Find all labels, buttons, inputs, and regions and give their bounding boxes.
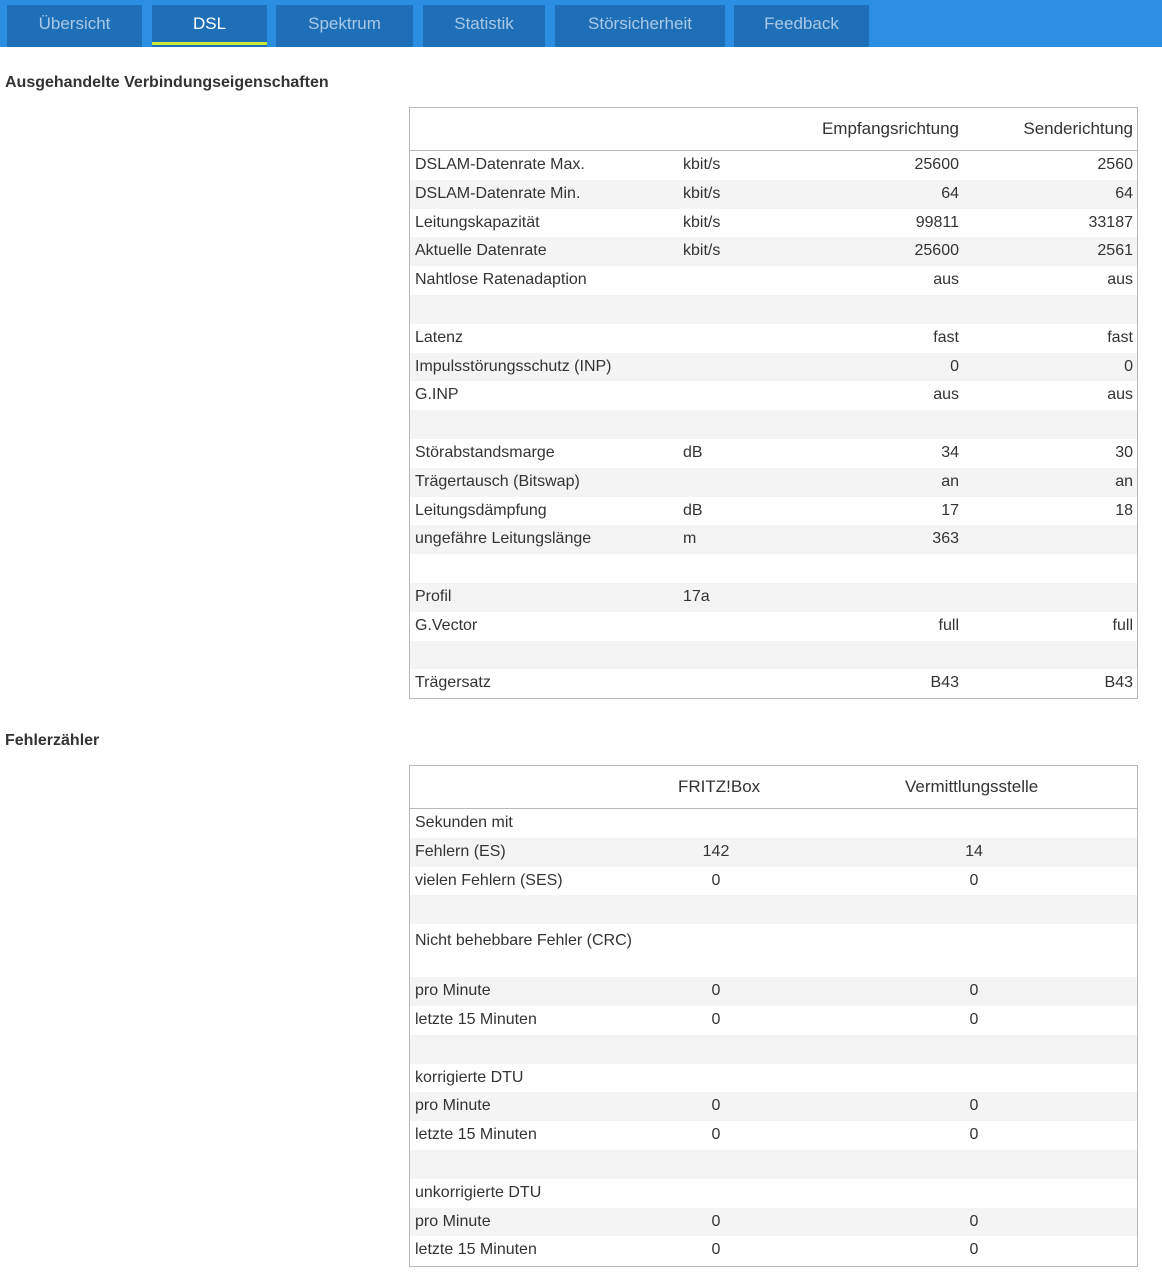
value-tx: 2561 xyxy=(1097,242,1133,260)
value-tx: full xyxy=(1112,616,1133,634)
table-row xyxy=(410,1092,1137,1121)
tab-label: Spektrum xyxy=(308,14,381,33)
value-exchange: 0 xyxy=(969,1097,979,1115)
tab-dsl[interactable] xyxy=(152,5,267,47)
table-row xyxy=(410,924,1137,977)
row-label: pro Minute xyxy=(415,1097,491,1115)
table-row xyxy=(410,353,1137,382)
table-row xyxy=(410,1121,1137,1150)
row-label: DSLAM-Datenrate Max. xyxy=(415,156,585,173)
row-label: G.Vector xyxy=(415,616,478,634)
tab-feedback[interactable] xyxy=(734,5,869,47)
table-row xyxy=(410,1208,1137,1237)
value-exchange: 0 xyxy=(969,1126,979,1144)
value-fritzbox: 142 xyxy=(702,842,730,860)
row-label: pro Minute xyxy=(415,982,491,1000)
tab-spektrum[interactable] xyxy=(276,5,413,47)
active-tab-indicator xyxy=(152,42,267,45)
table-row xyxy=(410,838,1137,867)
value-fritzbox: 0 xyxy=(711,982,721,1000)
row-label: Leitungskapazität xyxy=(415,213,540,231)
connection-section-title: Ausgehandelte Verbindungseigenschaften xyxy=(5,74,329,91)
row-label: korrigierte DTU xyxy=(415,1068,524,1086)
value-tx: 0 xyxy=(1124,357,1133,375)
value-rx: aus xyxy=(933,271,959,289)
row-label: Impulsstörungsschutz (INP) xyxy=(415,357,612,375)
row-label: Trägertausch (Bitswap) xyxy=(415,472,580,490)
tab-label: Statistik xyxy=(454,14,514,33)
header-exchange: Vermittlungsstelle xyxy=(905,777,1039,796)
table-header xyxy=(410,108,1137,151)
value-tx: 2560 xyxy=(1097,156,1133,173)
table-row xyxy=(410,266,1137,295)
error-counter-table xyxy=(409,765,1138,1267)
value-tx: aus xyxy=(1107,271,1133,289)
row-label: letzte 15 Minuten xyxy=(415,1241,537,1259)
value-rx: full xyxy=(938,616,959,634)
table-header xyxy=(410,766,1137,809)
row-label: Aktuelle Datenrate xyxy=(415,242,547,260)
table-row xyxy=(410,439,1137,468)
connection-properties-table xyxy=(409,107,1138,699)
header-rx: Empfangsrichtung xyxy=(821,119,959,138)
value-exchange: 0 xyxy=(969,982,979,1000)
tab-statistik[interactable] xyxy=(423,5,545,47)
table-row xyxy=(410,1150,1137,1179)
value-rx: 17 xyxy=(941,501,959,519)
tab-label: Übersicht xyxy=(38,14,111,33)
value-tx: aus xyxy=(1107,386,1133,404)
row-label: Fehlern (ES) xyxy=(415,842,506,860)
row-label: vielen Fehlern (SES) xyxy=(415,871,563,889)
table-row xyxy=(410,669,1137,698)
table-row xyxy=(410,1035,1137,1064)
table-row xyxy=(410,151,1137,180)
table-body xyxy=(410,809,1137,1265)
value-tx: B43 xyxy=(1104,674,1133,692)
row-label: Nicht behebbare Fehler (CRC) xyxy=(415,932,632,950)
row-unit: dB xyxy=(683,501,703,519)
table-row xyxy=(410,641,1137,670)
table-row xyxy=(410,497,1137,526)
table-row xyxy=(410,410,1137,439)
value-rx: 0 xyxy=(950,357,959,375)
row-unit: kbit/s xyxy=(683,184,721,202)
table-row xyxy=(410,525,1137,554)
value-tx: fast xyxy=(1107,328,1133,346)
table-row xyxy=(410,180,1137,209)
value-fritzbox: 0 xyxy=(711,1126,721,1144)
value-rx: 34 xyxy=(941,443,959,461)
value-exchange: 0 xyxy=(969,1212,979,1230)
tab-stoersicherheit[interactable] xyxy=(555,5,725,47)
row-label: Latenz xyxy=(415,328,464,346)
row-unit: 17a xyxy=(683,587,710,605)
table-row xyxy=(410,895,1137,924)
table-row xyxy=(410,295,1137,324)
table-row xyxy=(410,1064,1137,1093)
value-tx: an xyxy=(1115,472,1133,490)
table-body xyxy=(410,151,1137,698)
value-fritzbox: 0 xyxy=(711,1212,721,1230)
header-fritzbox: FRITZ!Box xyxy=(678,777,761,796)
table-row xyxy=(410,867,1137,896)
table-row xyxy=(410,324,1137,353)
value-rx: 64 xyxy=(941,184,959,202)
table-row xyxy=(410,809,1137,838)
table-row xyxy=(410,1236,1137,1265)
row-label: ungefähre Leitungslänge xyxy=(415,530,592,548)
row-label: Nahtlose Ratenadaption xyxy=(415,271,587,289)
row-label: letzte 15 Minuten xyxy=(415,1126,537,1144)
value-rx: 363 xyxy=(932,530,959,548)
value-exchange: 0 xyxy=(969,1010,979,1028)
value-rx: B43 xyxy=(930,674,959,692)
row-unit: kbit/s xyxy=(683,213,721,231)
value-tx: 33187 xyxy=(1088,213,1133,231)
table-row xyxy=(410,554,1137,583)
row-label: Leitungsdämpfung xyxy=(415,501,547,519)
table-row xyxy=(410,468,1137,497)
value-rx: aus xyxy=(933,386,959,404)
value-fritzbox: 0 xyxy=(711,1097,721,1115)
header-tx: Senderichtung xyxy=(1023,119,1133,138)
row-label: Trägersatz xyxy=(415,674,491,692)
value-fritzbox: 0 xyxy=(711,871,721,889)
tab-label: Feedback xyxy=(764,14,839,33)
row-unit: m xyxy=(683,530,697,548)
row-label: pro Minute xyxy=(415,1212,491,1230)
row-label: Sekunden mit xyxy=(415,814,513,831)
tab-bar xyxy=(0,0,1162,47)
value-exchange: 0 xyxy=(969,1241,979,1259)
table-row xyxy=(410,237,1137,266)
table-row xyxy=(410,209,1137,238)
value-tx: 18 xyxy=(1115,501,1133,519)
row-label: Profil xyxy=(415,587,452,605)
value-rx: 25600 xyxy=(914,156,959,173)
value-rx: 99811 xyxy=(915,213,959,231)
table-row xyxy=(410,381,1137,410)
table-row xyxy=(410,612,1137,641)
table-row xyxy=(410,977,1137,1006)
value-rx: fast xyxy=(933,328,959,346)
row-unit: dB xyxy=(683,443,703,461)
table-row xyxy=(410,1006,1137,1035)
value-exchange: 14 xyxy=(965,842,983,860)
tab-label: Störsicherheit xyxy=(588,14,692,33)
value-rx: an xyxy=(941,472,959,490)
tab-uebersicht[interactable] xyxy=(7,5,142,47)
row-label: DSLAM-Datenrate Min. xyxy=(415,184,581,202)
row-unit: kbit/s xyxy=(683,242,721,260)
value-tx: 64 xyxy=(1115,184,1133,202)
row-label: letzte 15 Minuten xyxy=(415,1010,537,1028)
errors-section-title: Fehlerzähler xyxy=(5,732,100,749)
table-row xyxy=(410,583,1137,612)
row-label: unkorrigierte DTU xyxy=(415,1183,542,1201)
row-label: Störabstandsmarge xyxy=(415,443,555,461)
value-fritzbox: 0 xyxy=(711,1241,721,1259)
tab-label: DSL xyxy=(192,14,227,33)
value-tx: 30 xyxy=(1115,443,1133,461)
value-fritzbox: 0 xyxy=(711,1010,721,1028)
row-unit: kbit/s xyxy=(683,156,721,173)
value-rx: 25600 xyxy=(914,242,959,260)
row-label: G.INP xyxy=(415,386,459,404)
value-exchange: 0 xyxy=(969,871,979,889)
table-row xyxy=(410,1179,1137,1208)
